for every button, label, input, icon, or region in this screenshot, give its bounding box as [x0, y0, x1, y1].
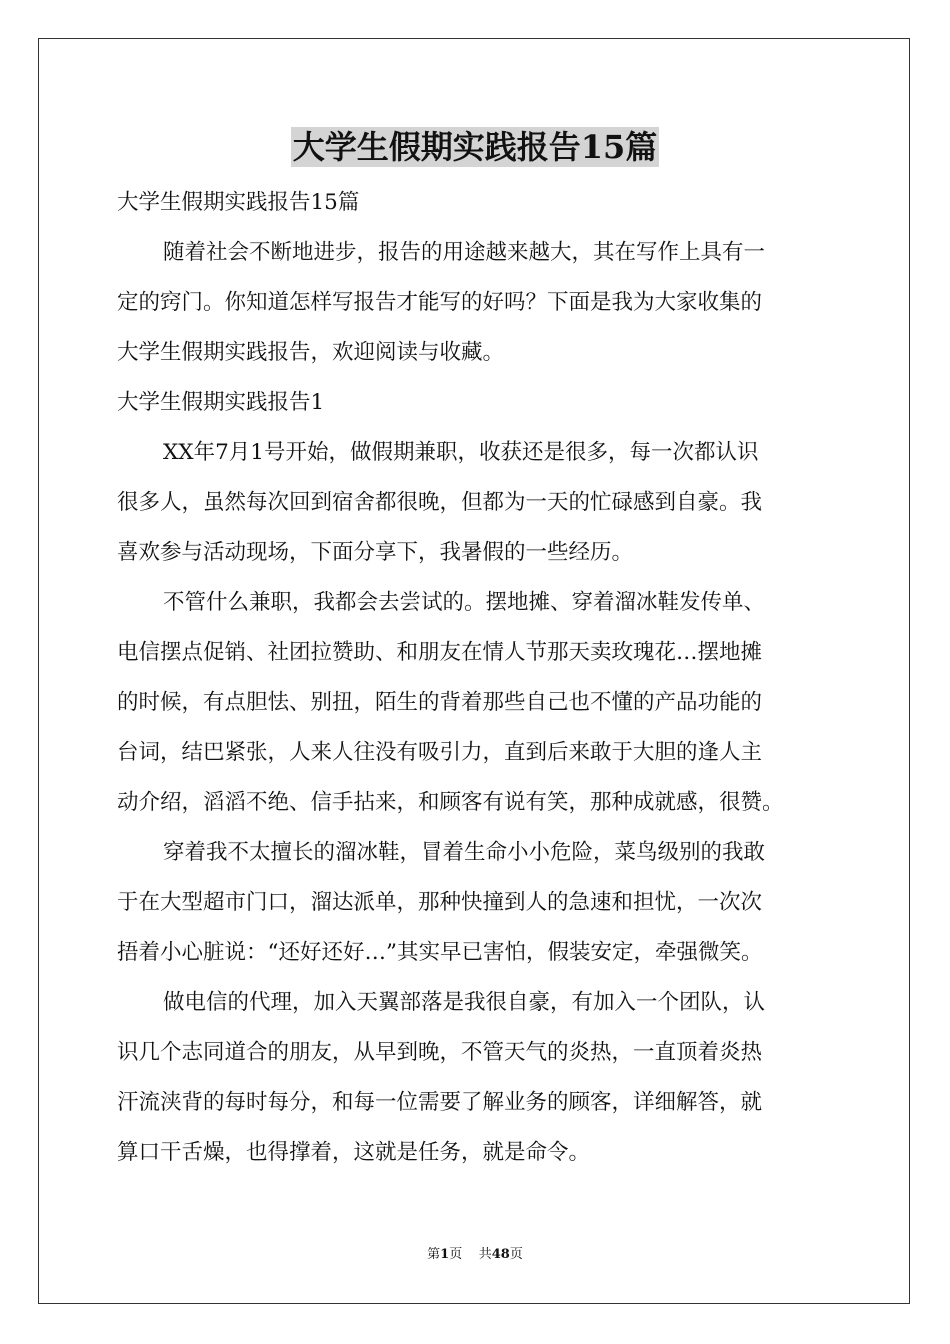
document-subtitle: 大学生假期实践报告15篇	[117, 190, 360, 215]
page-prefix: 第	[427, 1247, 441, 1262]
title-container	[0, 127, 950, 167]
body-line: 随着社会不断地进步，报告的用途越来越大，其在写作上具有一	[163, 240, 766, 265]
page-footer	[0, 1246, 950, 1264]
total-page-count: 48	[491, 1247, 510, 1262]
body-line: 大学生假期实践报告1	[117, 390, 325, 415]
body-line: 识几个志同道合的朋友，从早到晚，不管天气的炎热，一直顶着炎热	[117, 1040, 763, 1065]
body-line: 喜欢参与活动现场，下面分享下，我暑假的一些经历。	[117, 540, 634, 565]
total-prefix: 共	[478, 1247, 492, 1262]
body-line: 台词，结巴紧张，人来人往没有吸引力，直到后来敢于大胆的逢人主	[117, 740, 763, 765]
body-line: 定的窍门。你知道怎样写报告才能写的好吗？下面是我为大家收集的	[117, 290, 763, 315]
total-suffix: 页	[509, 1247, 523, 1262]
body-line: 穿着我不太擅长的溜冰鞋，冒着生命小小危险，菜鸟级别的我敢	[163, 840, 766, 865]
body-line: 捂着小心脏说：“还好还好…”其实早已害怕，假装安定，牵强微笑。	[117, 940, 763, 965]
body-line: 汗流浃背的每时每分，和每一位需要了解业务的顾客，详细解答，就	[117, 1090, 763, 1115]
body-line: 做电信的代理，加入天翼部落是我很自豪，有加入一个团队，认	[163, 990, 766, 1015]
body-line: 算口干舌燥，也得撑着，这就是任务，就是命令。	[117, 1140, 591, 1165]
body-line: 不管什么兼职，我都会去尝试的。摆地摊、穿着溜冰鞋发传单、	[163, 590, 766, 615]
body-line: 的时候，有点胆怯、别扭，陌生的背着那些自己也不懂的产品功能的	[117, 690, 763, 715]
body-line: XX年7月1号开始，做假期兼职，收获还是很多，每一次都认识	[163, 440, 759, 465]
document-body	[117, 178, 837, 1178]
body-line: 动介绍，滔滔不绝、信手拈来，和顾客有说有笑，那种成就感，很赞。	[117, 790, 784, 815]
body-line: 于在大型超市门口，溜达派单，那种快撞到人的急速和担忧，一次次	[117, 890, 763, 915]
page-suffix: 页	[449, 1247, 463, 1262]
current-page-number: 1	[440, 1247, 450, 1262]
body-line: 电信摆点促销、社团拉赞助、和朋友在情人节那天卖玫瑰花…摆地摊	[117, 640, 763, 665]
document-title: 大学生假期实践报告15篇	[292, 128, 658, 166]
body-line: 大学生假期实践报告，欢迎阅读与收藏。	[117, 340, 505, 365]
body-line: 很多人，虽然每次回到宿舍都很晚，但都为一天的忙碌感到自豪。我	[117, 490, 763, 515]
